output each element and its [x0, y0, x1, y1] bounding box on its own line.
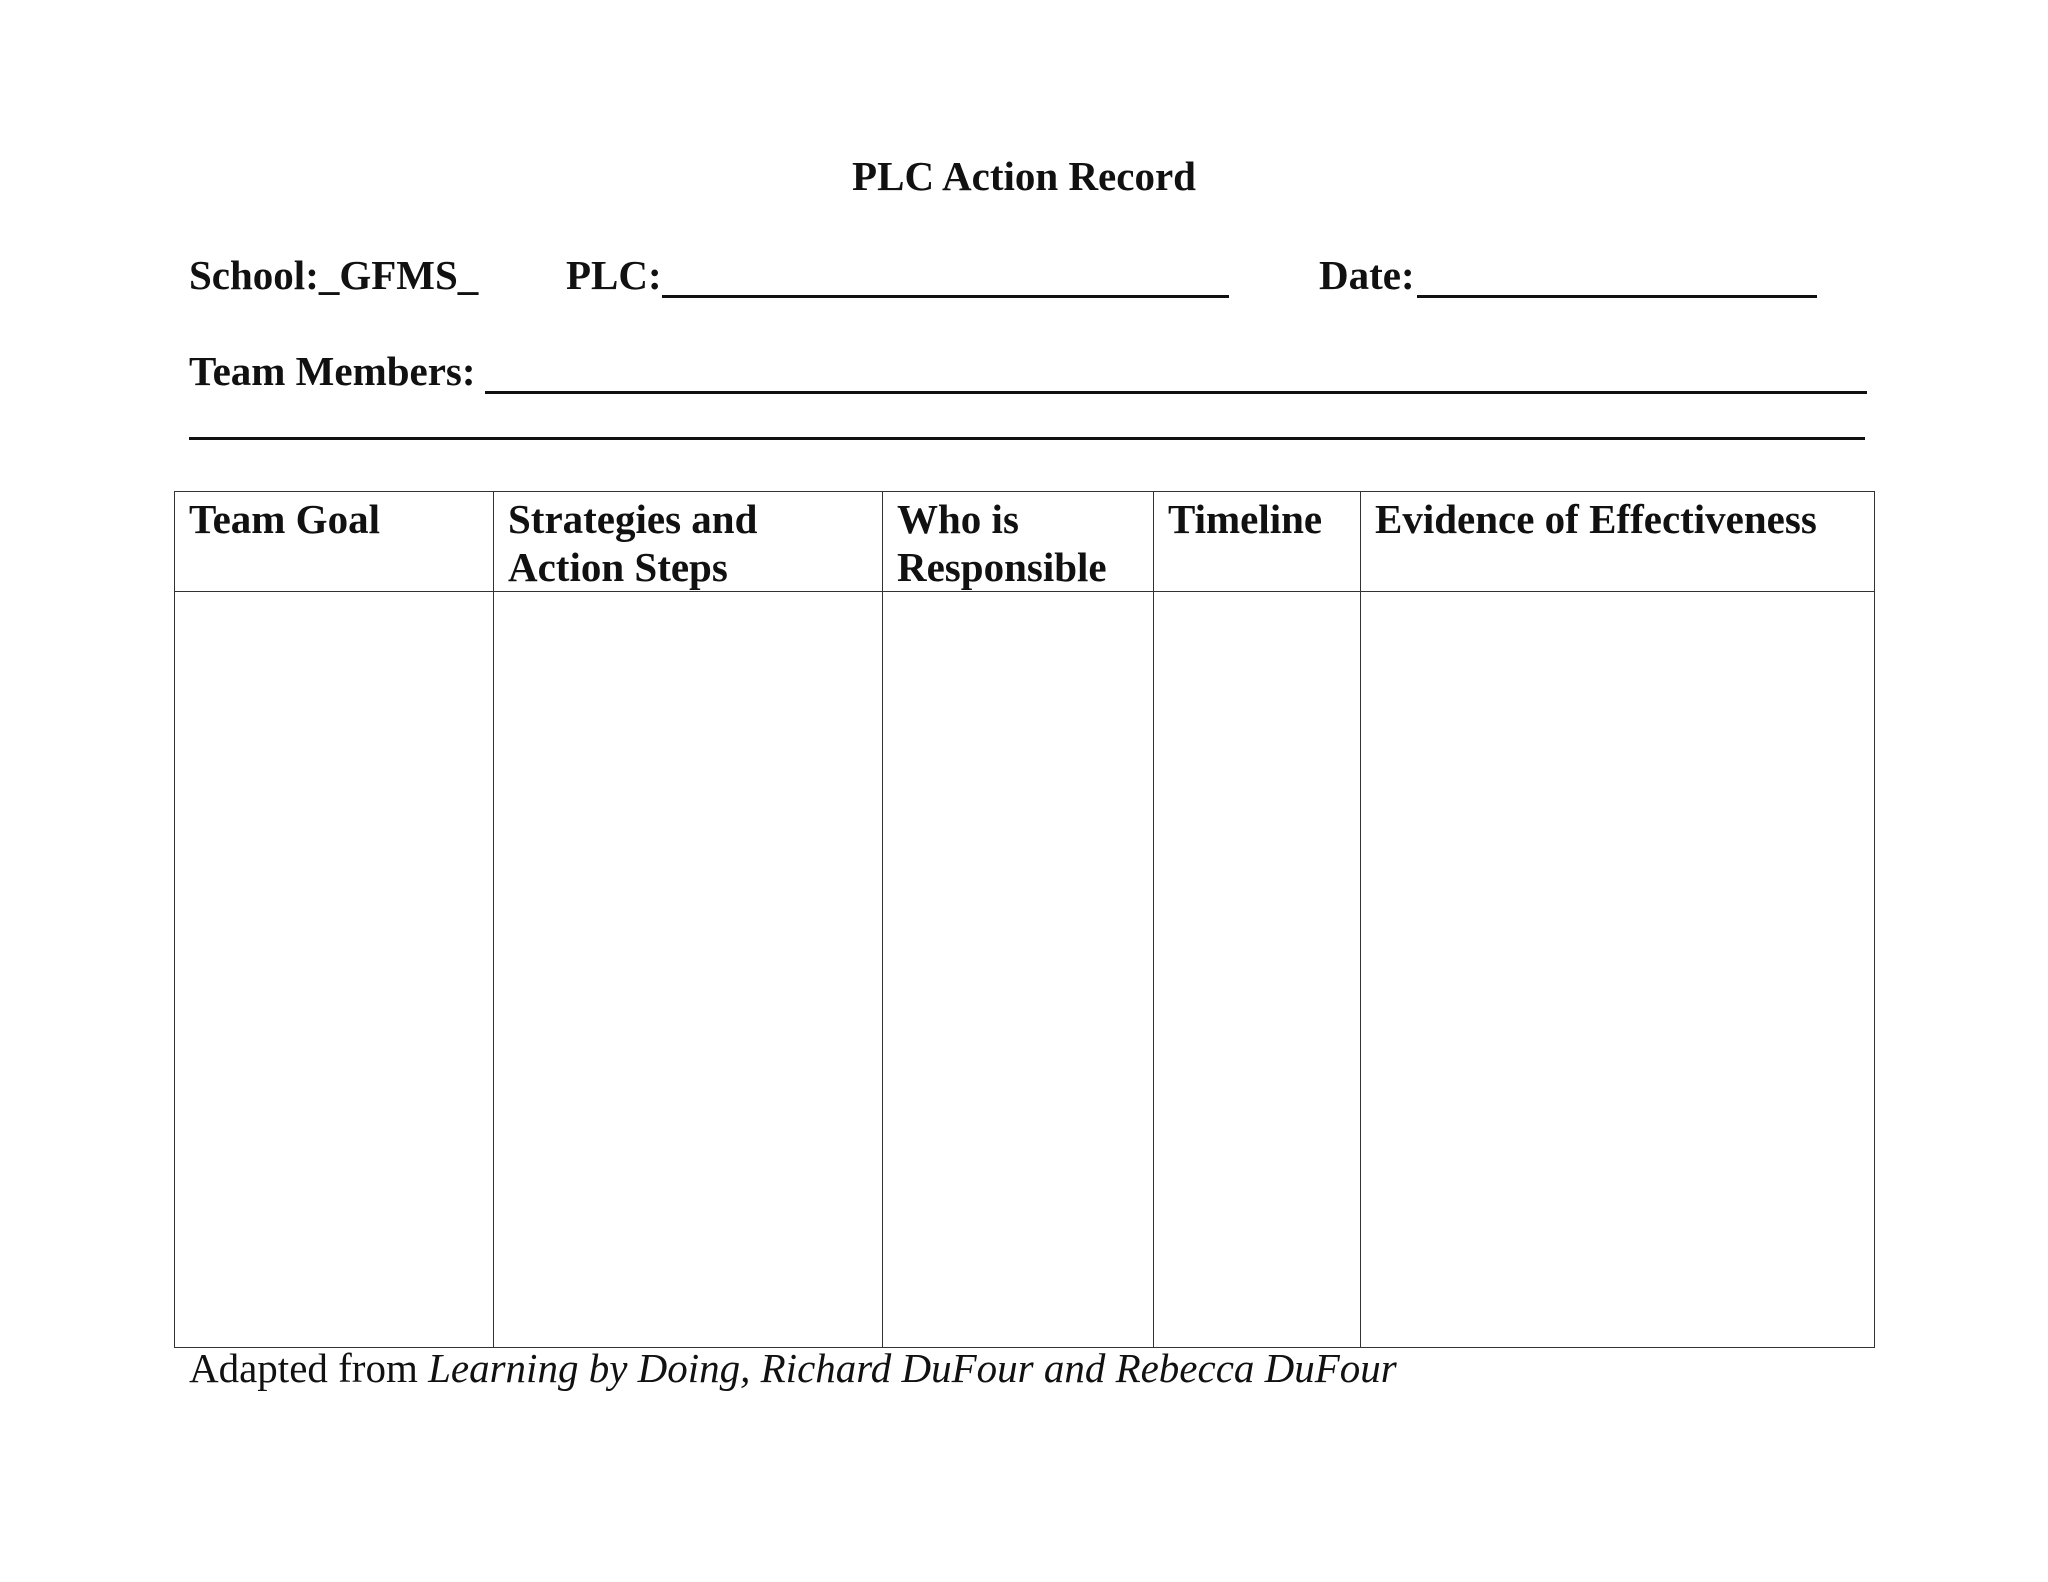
evidence-cell[interactable]	[1361, 592, 1875, 1348]
school-label: School:_GFMS_	[189, 252, 479, 298]
date-blank-line[interactable]	[1417, 295, 1817, 298]
timeline-cell[interactable]	[1154, 592, 1361, 1348]
plc-blank-line[interactable]	[662, 295, 1229, 298]
action-plan-table	[174, 491, 1875, 1348]
column-header-team-goal: Team Goal	[175, 492, 494, 592]
date-label: Date:	[1319, 252, 1415, 298]
source-citation	[189, 1342, 1397, 1394]
team-members-label: Team Members:	[189, 348, 476, 394]
page-title: PLC Action Record	[852, 153, 1196, 199]
responsible-cell[interactable]	[883, 592, 1154, 1348]
team-goal-cell[interactable]	[175, 592, 494, 1348]
column-header-evidence: Evidence of Effectiveness	[1361, 492, 1875, 592]
team-members-blank-line[interactable]	[485, 391, 1867, 394]
column-header-responsible: Who is Responsible	[883, 492, 1154, 592]
table-row	[175, 592, 1875, 1348]
table-header-row	[175, 492, 1875, 592]
column-header-timeline: Timeline	[1154, 492, 1361, 592]
strategies-cell[interactable]	[494, 592, 883, 1348]
team-members-blank-line-2[interactable]	[189, 437, 1865, 440]
citation-source: Learning by Doing, Richard DuFour and Rebecca DuFour	[428, 1345, 1397, 1391]
citation-prefix: Adapted from	[189, 1345, 429, 1391]
plc-label: PLC:	[566, 252, 662, 298]
column-header-strategies: Strategies and Action Steps	[494, 492, 883, 592]
